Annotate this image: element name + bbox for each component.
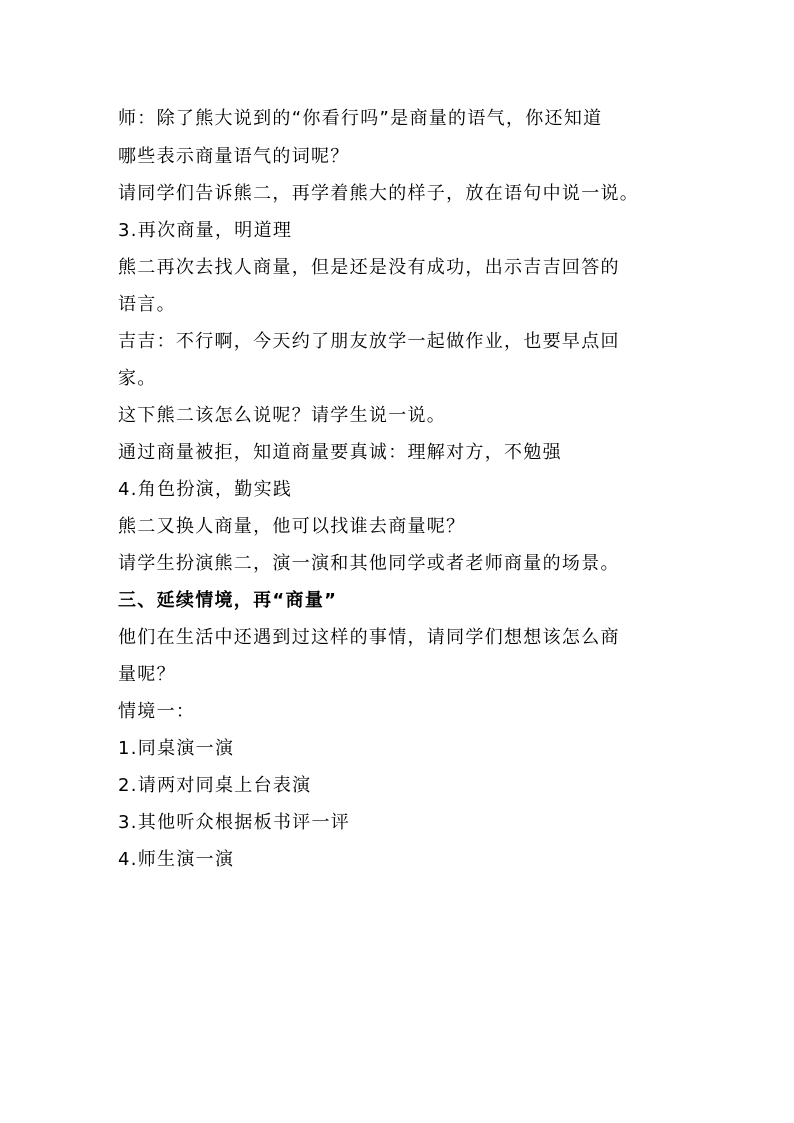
list-item: 4.师生演一演	[118, 849, 235, 870]
paragraph-line: 熊二再次去找人商量，但是还是没有成功，出示吉吉回答的	[118, 257, 620, 278]
paragraph-line: 语言。	[118, 294, 176, 315]
section-subheading: 3.再次商量，明道理	[118, 220, 293, 241]
paragraph-line: 通过商量被拒，知道商量要真诚：理解对方，不勉强	[118, 442, 562, 463]
section-heading: 三、延续情境，再“商量”	[118, 590, 338, 611]
paragraph-line: 吉吉：不行啊，今天约了朋友放学一起做作业，也要早点回	[118, 331, 620, 352]
paragraph-line: 量呢？	[118, 664, 176, 685]
paragraph-line: 请同学们告诉熊二，再学着熊大的样子，放在语句中说一说。	[118, 183, 640, 204]
paragraph-line: 哪些表示商量语气的词呢？	[118, 146, 350, 167]
paragraph-line: 他们在生活中还遇到过这样的事情，请同学们想想该怎么商	[118, 627, 620, 648]
list-item: 1.同桌演一演	[118, 738, 235, 759]
section-subheading: 4.角色扮演，勤实践	[118, 479, 293, 500]
paragraph-line: 情境一：	[118, 701, 196, 722]
paragraph-line: 熊二又换人商量，他可以找谁去商量呢？	[118, 516, 466, 537]
list-item: 2.请两对同桌上台表演	[118, 775, 312, 796]
paragraph-line: 请学生扮演熊二，演一演和其他同学或者老师商量的场景。	[118, 553, 620, 574]
paragraph-line: 这下熊二该怎么说呢？请学生说一说。	[118, 405, 447, 426]
list-item: 3.其他听众根据板书评一评	[118, 812, 351, 833]
document-body	[118, 100, 678, 878]
paragraph-line: 家。	[118, 368, 157, 389]
paragraph-line: 师：除了熊大说到的“你看行吗”是商量的语气，你还知道	[118, 108, 603, 129]
